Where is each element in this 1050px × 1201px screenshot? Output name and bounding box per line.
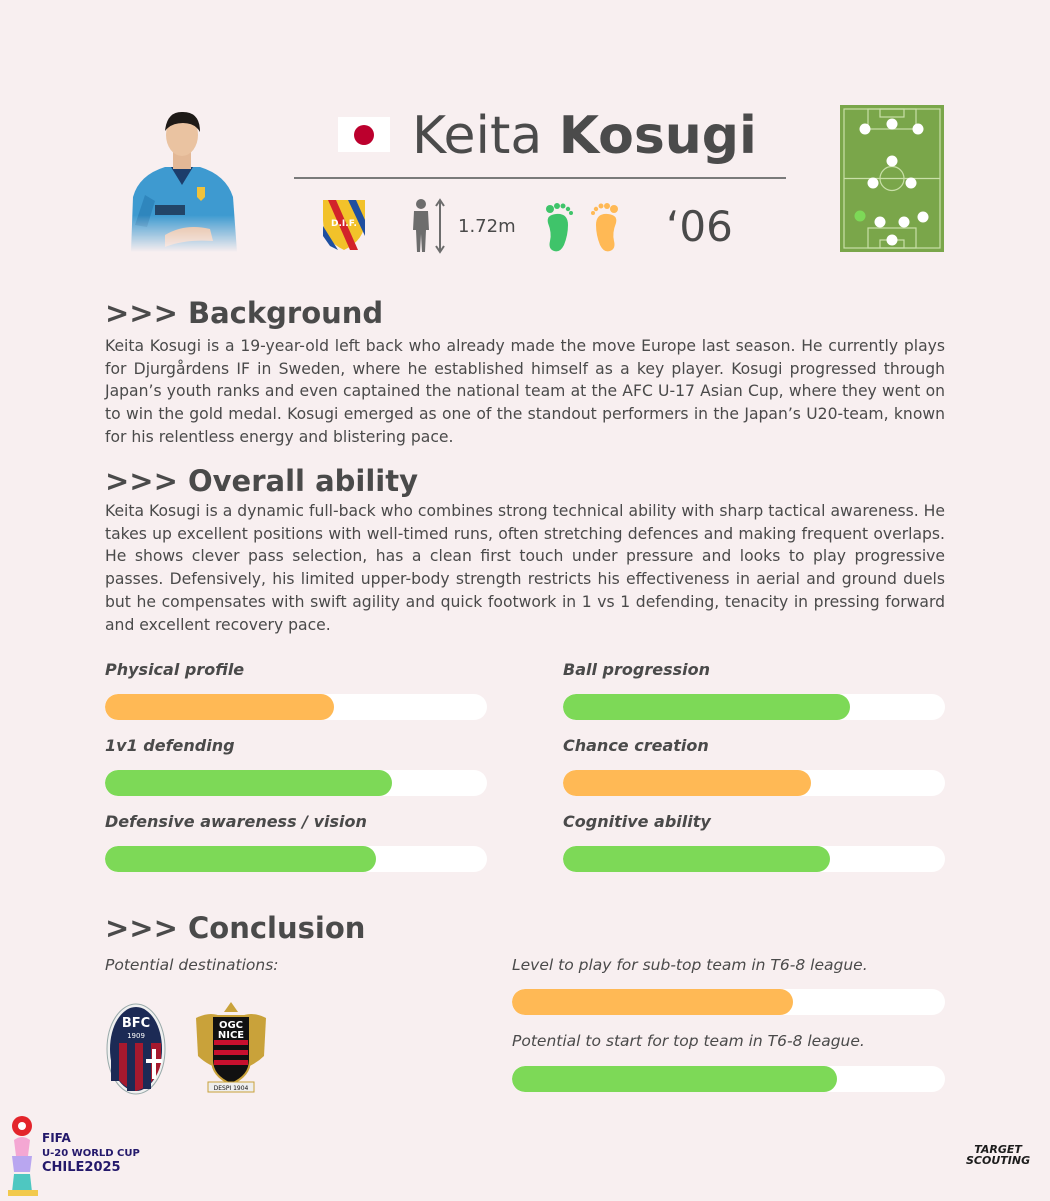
level-label: Level to play for sub-top team in T6-8 league. xyxy=(512,956,868,974)
bologna-badge-text: BFC xyxy=(121,1016,151,1031)
player-height: 1.72m xyxy=(458,216,516,237)
player-photo xyxy=(125,105,240,252)
attribute-bar-ball-progression xyxy=(563,694,945,720)
nice-badge-motto: DESPI 1904 xyxy=(213,1085,249,1092)
last-name: Kosugi xyxy=(558,106,757,166)
attribute-bar-fill xyxy=(105,846,376,872)
nice-badge-top: OGC xyxy=(218,1020,244,1031)
attribute-bar-fill xyxy=(563,770,811,796)
wc-line2: U-20 WORLD CUP xyxy=(42,1148,140,1159)
attribute-bar-1v1-defending xyxy=(105,770,487,796)
attribute-label: 1v1 defending xyxy=(105,736,235,755)
wc-line3: CHILE2025 xyxy=(42,1160,121,1175)
japan-flag-icon xyxy=(338,117,390,152)
attribute-bar-cognitive-ability xyxy=(563,846,945,872)
level-bar-fill xyxy=(512,989,793,1015)
target-scouting-logo xyxy=(966,1144,1030,1166)
level-bar-fill xyxy=(512,1066,837,1092)
level-label: Potential to start for top team in T6-8 league. xyxy=(512,1032,865,1050)
first-name: Keita xyxy=(412,106,543,166)
wc-line1: FIFA xyxy=(42,1131,71,1145)
attribute-bar-physical-profile xyxy=(105,694,487,720)
level-bar-sub-top xyxy=(512,989,945,1015)
position-pitch-diagram xyxy=(840,105,944,252)
brand-line2: SCOUTING xyxy=(966,1154,1031,1167)
header-divider xyxy=(294,177,786,179)
attribute-label: Chance creation xyxy=(563,736,709,755)
height-icon xyxy=(407,198,449,254)
player-name xyxy=(412,103,757,169)
attribute-bar-fill xyxy=(563,846,830,872)
attribute-label: Defensive awareness / vision xyxy=(105,812,367,831)
attribute-label: Ball progression xyxy=(563,660,710,679)
fifa-u20-world-cup-logo xyxy=(8,1112,148,1197)
ogc-nice-crest-icon xyxy=(194,1000,268,1093)
conclusion-heading: >>> Conclusion xyxy=(105,911,366,945)
preferred-foot-icon xyxy=(540,201,624,253)
club-badge-icon xyxy=(320,198,368,252)
birth-year: ‘06 xyxy=(666,202,733,251)
destinations-label: Potential destinations: xyxy=(105,956,279,974)
attribute-bar-fill xyxy=(563,694,850,720)
attribute-label: Physical profile xyxy=(105,660,245,679)
attribute-bar-defensive-awareness xyxy=(105,846,487,872)
overall-ability-heading: >>> Overall ability xyxy=(105,464,418,498)
attribute-bar-fill xyxy=(105,770,392,796)
brand-line1: TARGET xyxy=(974,1143,1022,1156)
attribute-bar-fill xyxy=(105,694,334,720)
overall-ability-text: Keita Kosugi is a dynamic full-back who combines strong technical ability with sharp tactical awareness. He takes up excellent positions with well-timed runs, often stretching defences and making frequent overlaps. He shows clever pass selection, has a clean first touch under pressure and looks to play progressive passes. Defensively, his limited upper-body strength restricts his effectiveness in aerial and ground duels but he compensates with swift agility and quick footwork in 1 vs 1 defending, tenacity in pressing forward and excellent recovery pace. xyxy=(105,502,945,634)
bologna-crest-icon xyxy=(106,1003,166,1095)
bologna-badge-year: 1909 xyxy=(127,1032,145,1040)
level-bar-top-team xyxy=(512,1066,945,1092)
background-text: Keita Kosugi is a 19-year-old left back who already made the move Europe last season. He currently plays for Djurgårdens IF in Sweden, where he established himself as a key player. Kosugi progressed through Japan’s youth ranks and even captained the national team at the AFC U-17 Asian Cup, where they went on to win the gold medal. Kosugi emerged as one of the standout performers in the Japan’s U20-team, known for his relentless energy and blistering pace. xyxy=(105,337,945,446)
nice-badge-bottom: NICE xyxy=(217,1030,245,1041)
attribute-bar-chance-creation xyxy=(563,770,945,796)
attribute-label: Cognitive ability xyxy=(563,812,711,831)
club-badge-text: D.I.F. xyxy=(331,219,357,229)
background-heading: >>> Background xyxy=(105,296,384,330)
